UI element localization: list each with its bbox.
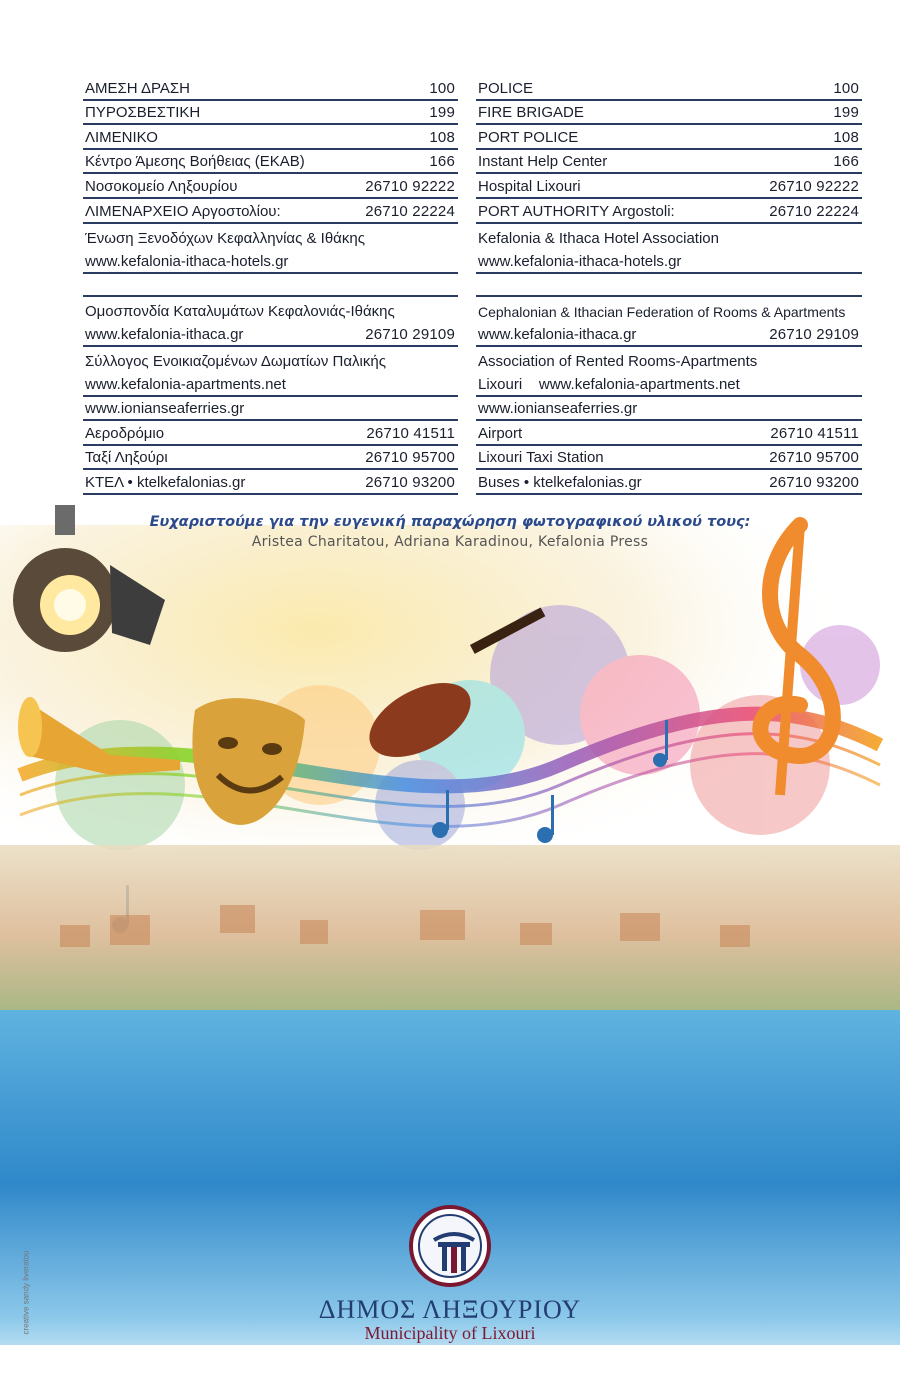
spacer-divider [476, 274, 862, 297]
hotel-association-row [83, 224, 458, 274]
federation-title: Cephalonian & Ithacian Federation of Rooms & Apartments [478, 303, 846, 320]
contact-label: Hospital Lixouri [478, 177, 581, 195]
table-row [83, 470, 458, 495]
column-emblem-icon [420, 1216, 488, 1284]
emblem-icon [409, 1205, 491, 1287]
contact-number: 108 [429, 128, 455, 146]
contact-label: ΛΙΜΕΝΑΡΧΕΙΟ Αργοστολίου: [85, 202, 281, 220]
table-row [476, 421, 862, 446]
table-row [476, 76, 862, 101]
contact-label: FIRE BRIGADE [478, 104, 584, 122]
contact-number: 26710 41511 [770, 424, 859, 442]
contact-number: 26710 92222 [769, 177, 859, 195]
federation-row [476, 297, 862, 347]
ferries-row [83, 397, 458, 422]
contact-number: 108 [833, 128, 859, 146]
contact-number: 166 [429, 153, 455, 171]
contact-number: 26710 22224 [365, 202, 455, 220]
hotel-association-link[interactable]: www.kefalonia-ithaca-hotels.gr [85, 252, 289, 270]
table-row [476, 101, 862, 126]
english-contacts [476, 76, 862, 495]
contact-number: 26710 93200 [769, 473, 859, 491]
spacer-divider [83, 274, 458, 297]
contact-label: Lixouri Taxi Station [478, 449, 604, 467]
ferries-link[interactable]: www.ionianseaferries.gr [85, 400, 245, 418]
contact-number: 26710 41511 [366, 424, 455, 442]
table-row [476, 470, 862, 495]
ferries-link[interactable]: www.ionianseaferries.gr [478, 400, 638, 418]
contact-label: Νοσοκομείο Ληξουρίου [85, 177, 238, 195]
designer-credit-text: creative sandy liveratou [21, 1250, 31, 1335]
contact-number: 199 [429, 104, 455, 122]
rooms-association-link[interactable]: www.kefalonia-apartments.net [85, 375, 286, 393]
table-row [83, 421, 458, 446]
table-row [83, 446, 458, 471]
contact-number: 26710 22224 [769, 202, 859, 220]
table-row [476, 174, 862, 199]
rooms-association-title: Σύλλογος Ενοικιαζομένων Δωματίων Παλικής [85, 352, 386, 370]
table-row [83, 174, 458, 199]
table-row [476, 150, 862, 175]
contact-number: 166 [833, 153, 859, 171]
acknowledgement [0, 514, 900, 550]
rooms-association-title: Association of Rented Rooms-Apartments [478, 352, 758, 370]
contact-number: 26710 92222 [365, 177, 455, 195]
contact-label: ΠΥΡΟΣΒΕΣΤΙΚΗ [85, 104, 201, 122]
rooms-association-link[interactable]: Lixouri www.kefalonia-apartments.net [478, 375, 740, 393]
contact-label: PORT AUTHORITY Argostoli: [478, 202, 675, 220]
contact-label: ΛΙΜΕΝΙΚΟ [85, 128, 158, 146]
contact-number: 100 [429, 79, 455, 97]
municipality-logo [0, 1205, 900, 1344]
table-row [476, 125, 862, 150]
designer-credit [21, 1243, 36, 1353]
table-row [83, 125, 458, 150]
rooms-association-row [476, 347, 862, 397]
table-row [476, 446, 862, 471]
federation-phone: 26710 29109 [365, 325, 455, 343]
contact-label: Ταξί Ληξούρι [85, 449, 168, 467]
ferries-row [476, 397, 862, 422]
contact-label: Buses • ktelkefalonias.gr [478, 473, 642, 491]
contact-number: 26710 95700 [769, 449, 859, 467]
rooms-association-row [83, 347, 458, 397]
hotel-association-link[interactable]: www.kefalonia-ithaca-hotels.gr [478, 252, 682, 270]
contact-label: Instant Help Center [478, 153, 608, 171]
acknowledgement-title: Ευχαριστούμε για την ευγενική παραχώρηση φωτογραφικού υλικού τους: [149, 514, 751, 530]
contact-label: ΚΤΕΛ • ktelkefalonias.gr [85, 473, 246, 491]
contact-number: 100 [833, 79, 859, 97]
contact-number: 26710 93200 [365, 473, 455, 491]
contact-label: Αεροδρόμιο [85, 424, 165, 442]
contact-number: 26710 95700 [365, 449, 455, 467]
table-row [83, 101, 458, 126]
contact-number: 199 [833, 104, 859, 122]
federation-phone: 26710 29109 [769, 325, 859, 343]
hotel-association-title: Ένωση Ξενοδόχων Κεφαλληνίας & Ιθάκης [85, 229, 365, 247]
contact-label: Κέντρο Άμεσης Βοήθειας (ΕΚΑΒ) [85, 153, 305, 171]
contact-label: POLICE [478, 79, 534, 97]
contact-label: PORT POLICE [478, 128, 579, 146]
hotel-association-row [476, 224, 862, 274]
federation-title: Ομοσπονδία Καταλυμάτων Κεφαλονιάς-Ιθάκης [85, 302, 395, 320]
hotel-association-title: Kefalonia & Ithaca Hotel Association [478, 229, 719, 247]
contact-label: Airport [478, 424, 523, 442]
municipality-name: ΔΗΜΟΣ ΛΗΞΟΥΡΙΟΥ [318, 1295, 582, 1324]
federation-row [83, 297, 458, 347]
table-row [83, 76, 458, 101]
table-row [476, 199, 862, 224]
municipality-subtitle: Municipality of Lixouri [364, 1323, 536, 1343]
table-row [83, 150, 458, 175]
acknowledgement-credits: Aristea Charitatou, Adriana Karadinou, Kefalonia Press [251, 534, 649, 550]
federation-link[interactable]: www.kefalonia-ithaca.gr [85, 325, 244, 343]
contact-label: ΑΜΕΣΗ ΔΡΑΣΗ [85, 79, 190, 97]
greek-contacts [83, 76, 458, 495]
table-row [83, 199, 458, 224]
federation-link[interactable]: www.kefalonia-ithaca.gr [478, 325, 637, 343]
